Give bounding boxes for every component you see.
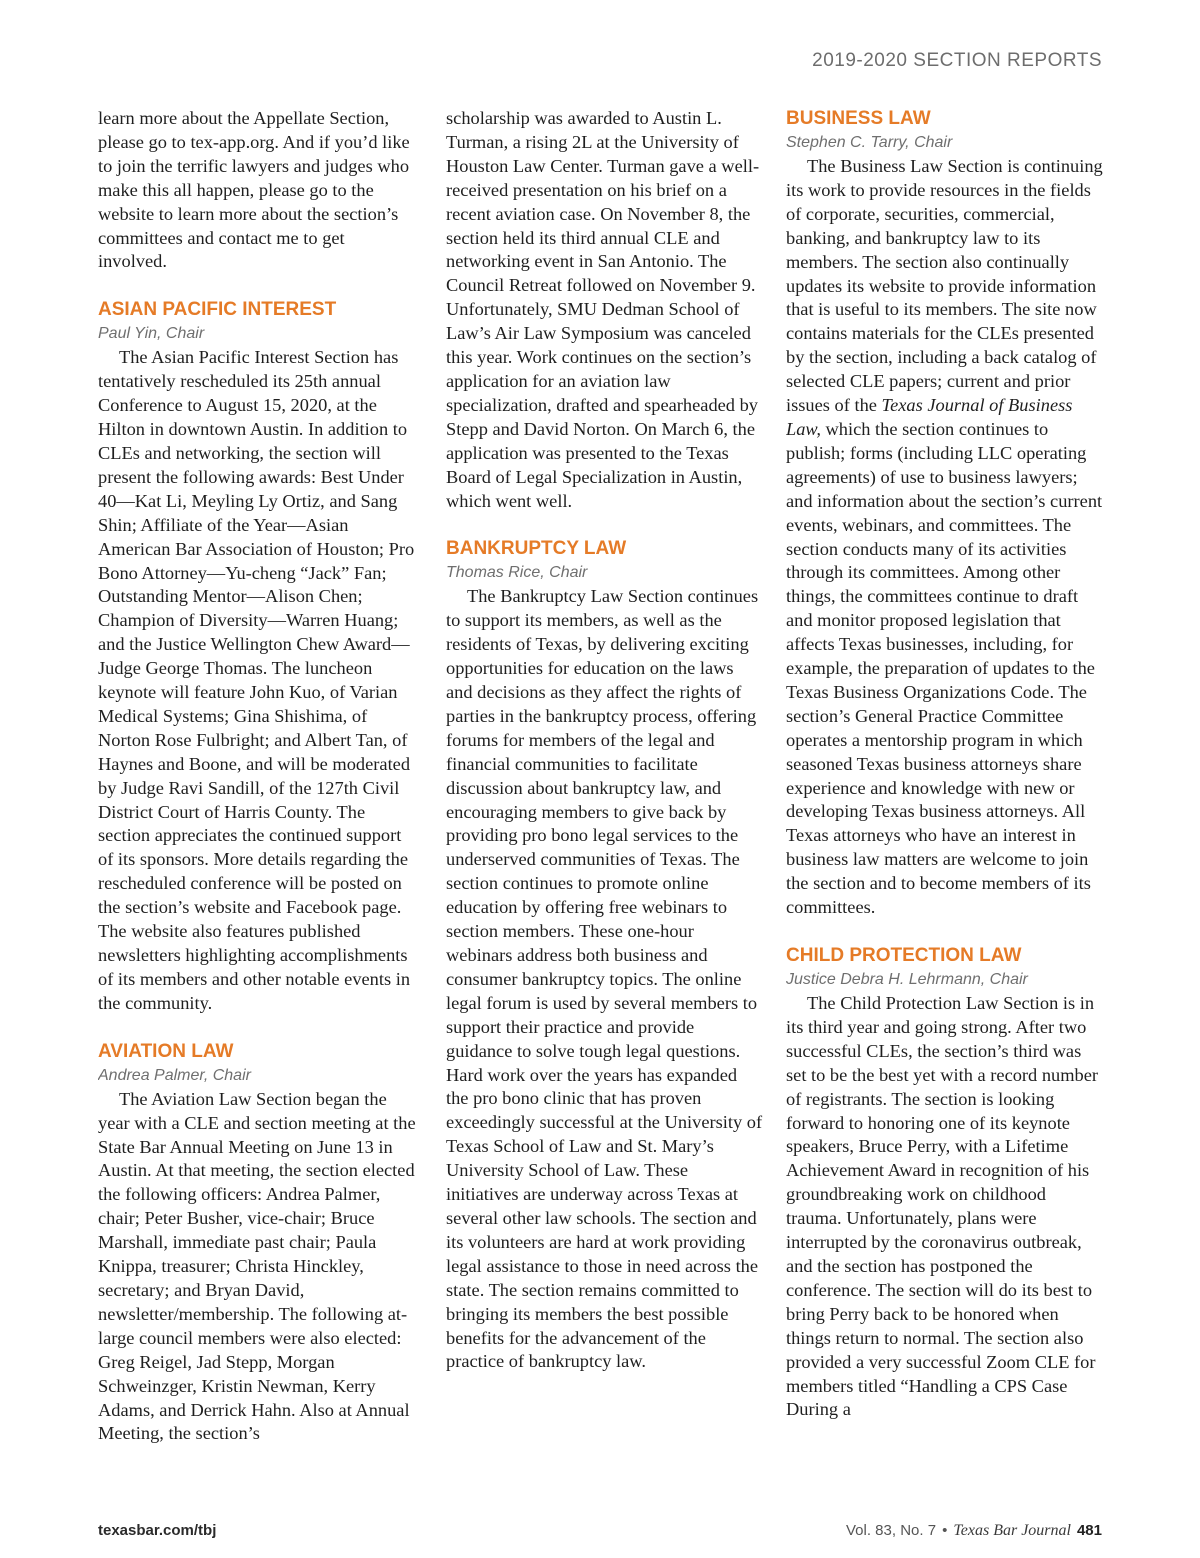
journal-title: Texas Journal of Business Law, — [786, 395, 1073, 439]
section-chair: Paul Yin, Chair — [98, 325, 205, 343]
footer-bullet: • — [942, 1522, 948, 1539]
section-body: The Aviation Law Section began the year with a CLE and section meeting at the State Bar Annual Meeting on June 13 in Austin. At that meeting, the section elected the following officers: Andrea Palmer, chair; Peter Busher, vice-chair; Bruce Marshall, immediate past chair; Paula Knippa, treasurer; Christa Hinckley, secretary; and Bryan David, newsletter/membership. The following at-large council members were also elected: Greg Reigel, Jad Stepp, Morgan Schweinzger, Kristin Newman, Kerry Adams, and Derrick Hahn. Also at Annual Meeting, the section’s — [98, 1088, 416, 1444]
running-head: 2019-2020 SECTION REPORTS — [812, 50, 1102, 71]
section-body: The Asian Pacific Interest Section has tentatively rescheduled its 25th annual Conference to August 15, 2020, at the Hilton in downtown Austin. In addition to CLEs and networking, the section will present the following awards: Best Under 40—Kat Li, Meyling Ly Ortiz, and Sang Shin; Affiliate of the Year—Asian American Bar Association of Houston; Pro Bono Attorney—Yu-cheng “Jack” Fan; Outstanding Mentor—Alison Chen; Champion of Diversity—Warren Huang; and the Justice Wellington Chew Award—Judge George Thomas. The luncheon keynote will feature John Kuo, of Varian Medical Systems; Gina Shishima, of Norton Rose Fulbright; and Albert Tan, of Haynes and Boone, and will be moderated by Judge Ravi Sandill, of the 127th Civil District Court of Harris County. The section appreciates the continued support of its sponsors. More details regarding the rescheduled conference will be posted on the section’s website and Facebook page. The website also features published newsletters highlighting accomplishments of its members and other notable events in the community. — [98, 347, 415, 1013]
article-columns — [98, 107, 1104, 1477]
section-bankruptcy-law — [446, 537, 764, 1374]
section-business-law — [786, 107, 1104, 920]
section-chair: Justice Debra H. Lehrmann, Chair — [786, 971, 1028, 988]
page-footer — [98, 1522, 1102, 1540]
footer-volume: Vol. 83, No. 7 — [846, 1522, 937, 1539]
section-body: The Bankruptcy Law Section continues to support its members, as well as the residents of Texas, by delivering exciting opportunities for education on the laws and decisions as they affect the rights of parties in the bankruptcy process, offering forums for members of the legal and financial communities to facilitate discussion about bankruptcy law, and encouraging members to give back by providing pro bono legal services to the underserved communities of Texas. The section continues to promote online education by offering free webinars to section members. These one-hour webinars address both business and consumer bankruptcy topics. The online legal forum is used by several members to support their practice and provide guidance to solve tough legal questions. Hard work over the years has expanded the pro bono clinic that has proven exceedingly successful at the University of Texas School of Law and St. Mary’s University School of Law. These initiatives are underway across Texas at several other law schools. The section and its volunteers are hard at work providing legal assistance to those in need across the state. The section remains committed to bringing its members the best possible benefits for the advancement of the practice of bankruptcy law. — [446, 586, 763, 1372]
column-right — [786, 107, 1104, 1477]
section-chair: Andrea Palmer, Chair — [98, 1066, 251, 1084]
section-body — [786, 155, 1104, 920]
appellate-continuation-text: learn more about the Appellate Section, please go to tex-app.org. And if you’d like to join the terrific lawyers and judges who make this all happen, please go to the website to learn more about the section’s committees and contact me to get involved. — [98, 108, 410, 272]
column-middle — [446, 107, 764, 1477]
section-heading: BANKRUPTCY LAW — [446, 538, 627, 560]
footer-url: texasbar.com/tbj — [98, 1522, 217, 1539]
footer-issue-info — [846, 1522, 1102, 1540]
footer-journal-title: Texas Bar Journal — [953, 1522, 1071, 1539]
section-heading: CHILD PROTECTION LAW — [786, 945, 1022, 966]
section-aviation-law — [98, 1040, 416, 1447]
section-body: The Child Protection Law Section is in its third year and going strong. After two successful CLEs, the section’s third was set to be the best yet with a record number of registrants. The section is looking forward to honoring one of its keynote speakers, Bruce Perry, with a Lifetime Achievement Award in recognition of his groundbreaking work on childhood trauma. Unfortunately, plans were interrupted by the coronavirus outbreak, and the section has postponed the conference. The section will do its best to bring Perry back to be honored when things return to normal. The section also provided a very successful Zoom CLE for members titled “Handling a CPS Case During a — [786, 993, 1099, 1420]
section-heading: ASIAN PACIFIC INTEREST — [98, 299, 337, 321]
section-asian-pacific-interest — [98, 298, 416, 1015]
body-text-part: The Business Law Section is continuing its work to provide resources in the fields of corporate, securities, commercial, banking, and bankruptcy law to its members. The section also continually updates its website to provide information that is useful to its members. The site now contains materials for the CLEs presented by the section, including a back catalog of selected CLE papers; current and prior issues of the — [786, 156, 1103, 416]
aviation-continuation — [446, 107, 764, 513]
aviation-continuation-text: scholarship was awarded to Austin L. Turman, a rising 2L at the University of Houston Law Center. Turman gave a well-received presentation on his brief on a recent aviation case. On November 8, the section held its third annual CLE and networking event in San Antonio. The Council Retreat followed on November 9. Unfortunately, SMU Dedman School of Law’s Air Law Symposium was canceled this year. Work continues on the section’s application for an aviation law specialization, drafted and spearheaded by Stepp and David Norton. On March 6, the application was presented to the Texas Board of Legal Specialization in Austin, which went well. — [446, 108, 760, 511]
section-chair: Thomas Rice, Chair — [446, 564, 588, 582]
page-number: 481 — [1076, 1522, 1102, 1539]
section-heading: BUSINESS LAW — [786, 108, 931, 129]
column-left — [98, 107, 416, 1477]
section-child-protection-law — [786, 944, 1104, 1422]
body-text-part: which the section continues to publish; forms (including LLC operating agreements) of use to business lawyers; and information about the section’s current events, webinars, and committees. The section conducts many of its activities through its committees. Among other things, the committees continue to draft and monitor proposed legislation that affects Texas businesses, including, for example, the preparation of updates to the Texas Business Organizations Code. The section’s General Practice Committee operates a mentorship program in which seasoned Texas business attorneys share experience and knowledge with new or developing Texas business attorneys. All Texas attorneys who have an interest in business law matters are welcome to join the section and to become members of its committees. — [786, 418, 1103, 918]
appellate-continuation — [98, 107, 416, 274]
section-heading: AVIATION LAW — [98, 1040, 234, 1062]
section-chair: Stephen C. Tarry, Chair — [786, 134, 953, 151]
